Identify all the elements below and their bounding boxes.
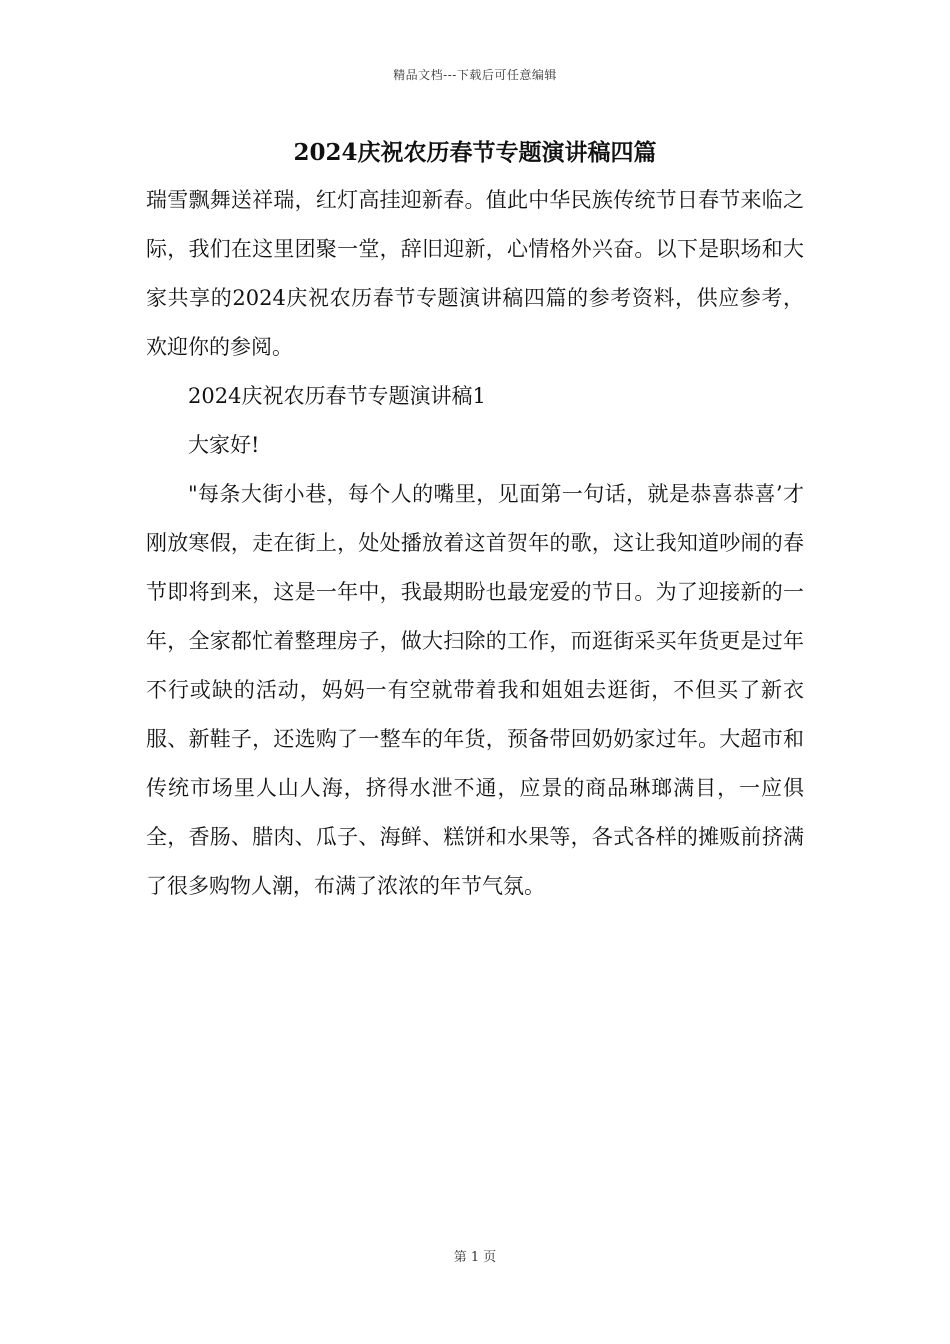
page-number: 第 1 页 bbox=[453, 1250, 497, 1265]
section-heading: 2024庆祝农历春节专题演讲稿1 bbox=[188, 384, 486, 408]
document-title: 2024庆祝农历春节专题演讲稿四篇 bbox=[293, 139, 657, 166]
page-header: 精品文档---下载后可任意编辑 bbox=[393, 68, 557, 82]
document-body bbox=[146, 176, 804, 911]
body-paragraph: "每条大街小巷，每个人的嘴里，见面第一句话，就是恭喜恭喜’才刚放寒假，走在街上，处处播放着这首贺年的歌，这让我知道吵闹的春节即将到来，这是一年中，我最期盼也最宠爱的节日。为了迎接新的一年，全家都忙着整理房子，做大扫除的工作，而逛街采买年货更是过年不行或缺的活动，妈妈一有空就带着我和姐姐去逛街，不但买了新衣服、新鞋子，还选购了一整车的年货，预备带回奶奶家过年。大超市和传统市场里人山人海，挤得水泄不通，应景的商品琳瑯满目，一应俱全，香肠、腊肉、瓜子、海鲜、糕饼和水果等，各式各样的摊贩前挤满了很多购物人潮，布满了浓浓的年节气氛。 bbox=[146, 482, 804, 898]
greeting-paragraph: 大家好! bbox=[188, 433, 260, 457]
intro-paragraph: 瑞雪飘舞送祥瑞，红灯高挂迎新春。值此中华民族传统节日春节来临之际，我们在这里团聚一堂，辞旧迎新，心情格外兴奋。以下是职场和大家共享的2024庆祝农历春节专题演讲稿四篇的参考资料，供应参考，欢迎你的参阅。 bbox=[146, 188, 804, 359]
